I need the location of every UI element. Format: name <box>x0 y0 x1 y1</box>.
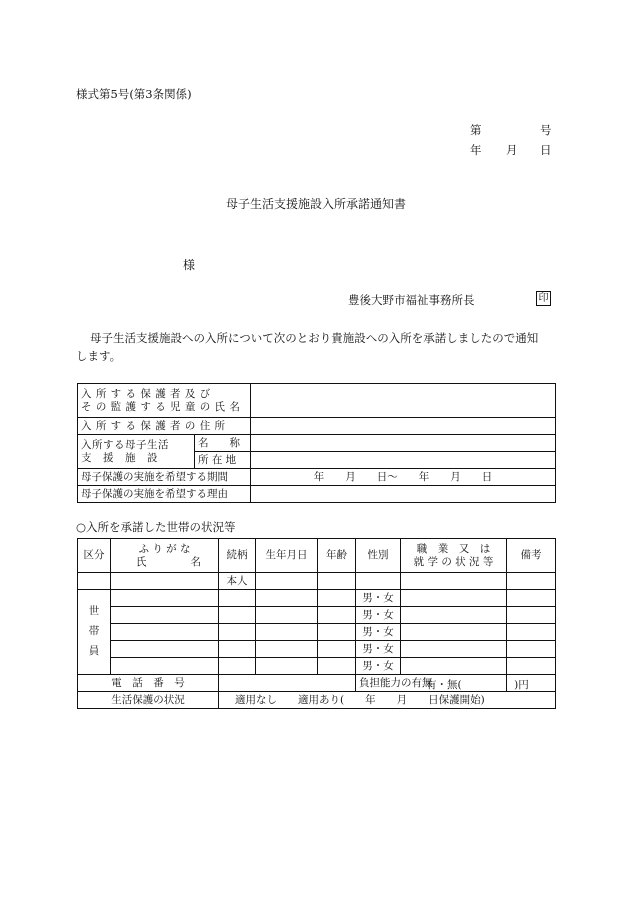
name-cell[interactable] <box>111 641 219 658</box>
sex-cell[interactable] <box>356 573 401 590</box>
facility-name-label: 名 称 <box>195 435 251 452</box>
note-cell[interactable] <box>507 658 556 675</box>
note-cell[interactable] <box>507 641 556 658</box>
age-cell[interactable] <box>318 624 356 641</box>
kubun-blank <box>78 573 111 590</box>
desired-period-label: 母子保護の実施を希望する期間 <box>78 469 251 486</box>
guardian-address-label: 入 所 す る 保 護 者 の 住 所 <box>78 418 251 435</box>
issuer-name: 豊後大野市福祉事務所長 <box>348 293 475 307</box>
addressee-sama: 様 <box>183 258 196 272</box>
facility-name-value[interactable] <box>251 435 556 452</box>
header-name: ふ り が な 氏 名 <box>111 539 219 573</box>
age-cell[interactable] <box>318 607 356 624</box>
header-note: 備考 <box>507 539 556 573</box>
note-cell[interactable] <box>507 590 556 607</box>
sex-option[interactable]: 男・女 <box>356 590 401 607</box>
name-cell[interactable] <box>111 573 219 590</box>
name-cell[interactable] <box>111 624 219 641</box>
occupation-cell[interactable] <box>401 590 507 607</box>
age-cell[interactable] <box>318 641 356 658</box>
document-title: 母子生活支援施設入所承諾通知書 <box>226 197 407 211</box>
desired-reason-label: 母子保護の実施を希望する理由 <box>78 486 251 503</box>
body-text-line2: します。 <box>76 349 122 363</box>
age-cell[interactable] <box>318 590 356 607</box>
desired-reason-value[interactable] <box>251 486 556 503</box>
zokugara-cell[interactable] <box>219 607 256 624</box>
name-cell[interactable] <box>111 607 219 624</box>
facility-address-value[interactable] <box>251 452 556 469</box>
zokugara-cell[interactable] <box>219 641 256 658</box>
zokugara-honin: 本人 <box>219 573 256 590</box>
header-kubun: 区分 <box>78 539 111 573</box>
occupation-cell[interactable] <box>401 573 507 590</box>
age-cell[interactable] <box>318 658 356 675</box>
guardian-address-value[interactable] <box>251 418 556 435</box>
note-cell[interactable] <box>507 624 556 641</box>
seal-mark <box>536 291 551 306</box>
name-cell[interactable] <box>111 658 219 675</box>
guardian-child-name-value[interactable] <box>251 384 556 418</box>
welfare-value[interactable]: 適用なし 適用あり( 年 月 日保護開始) <box>219 692 556 709</box>
header-occupation: 職 業 又 は 就 学 の 状 況 等 <box>401 539 507 573</box>
age-cell[interactable] <box>318 573 356 590</box>
burden-label: 負担能力の有無 <box>356 675 507 692</box>
doc-number-go: 号 <box>540 123 552 137</box>
birthdate-cell[interactable] <box>256 624 318 641</box>
header-age: 年齢 <box>318 539 356 573</box>
facility-address-label: 所 在 地 <box>195 452 251 469</box>
zokugara-cell[interactable] <box>219 658 256 675</box>
birthdate-cell[interactable] <box>256 590 318 607</box>
zokugara-cell[interactable] <box>219 624 256 641</box>
sex-option[interactable]: 男・女 <box>356 658 401 675</box>
occupation-cell[interactable] <box>401 641 507 658</box>
birthdate-cell[interactable] <box>256 658 318 675</box>
header-sex: 性別 <box>356 539 401 573</box>
admission-info-table <box>77 383 556 503</box>
note-cell[interactable] <box>507 573 556 590</box>
name-cell[interactable] <box>111 590 219 607</box>
body-text-line1: 母子生活支援施設への入所について次のとおり貴施設への入所を承諾しましたので通知 <box>90 331 539 345</box>
date-month: 月 <box>506 143 518 157</box>
date-year: 年 <box>470 143 482 157</box>
facility-label: 入所する母子生活 支 援 施 設 <box>78 435 195 469</box>
section2-title: ○入所を承諾した世帯の状況等 <box>76 520 236 534</box>
phone-value[interactable] <box>219 675 356 692</box>
burden-value[interactable]: 有・無( )円 <box>426 678 529 691</box>
guardian-child-name-label: 入 所 す る 保 護 者 及 び そ の 監 護 す る 児 童 の 氏 名 <box>78 384 251 418</box>
sex-option[interactable]: 男・女 <box>356 607 401 624</box>
seal-text: 印 <box>536 291 551 306</box>
sex-option[interactable]: 男・女 <box>356 641 401 658</box>
occupation-cell[interactable] <box>401 624 507 641</box>
date-day: 日 <box>540 143 552 157</box>
birthdate-cell[interactable] <box>256 641 318 658</box>
phone-label: 電 話 番 号 <box>78 675 219 692</box>
header-zokugara: 続柄 <box>219 539 256 573</box>
doc-number-dai: 第 <box>470 123 482 137</box>
birthdate-cell[interactable] <box>256 573 318 590</box>
zokugara-cell[interactable] <box>219 590 256 607</box>
sex-option[interactable]: 男・女 <box>356 624 401 641</box>
occupation-cell[interactable] <box>401 658 507 675</box>
setai-label: 世 帯 員 <box>78 590 111 675</box>
occupation-cell[interactable] <box>401 607 507 624</box>
form-number: 様式第5号(第3条関係) <box>76 87 192 101</box>
desired-period-value[interactable]: 年 月 日～ 年 月 日 <box>251 469 556 486</box>
birthdate-cell[interactable] <box>256 607 318 624</box>
header-birthdate: 生年月日 <box>256 539 318 573</box>
welfare-label: 生活保護の状況 <box>78 692 219 709</box>
note-cell[interactable] <box>507 607 556 624</box>
